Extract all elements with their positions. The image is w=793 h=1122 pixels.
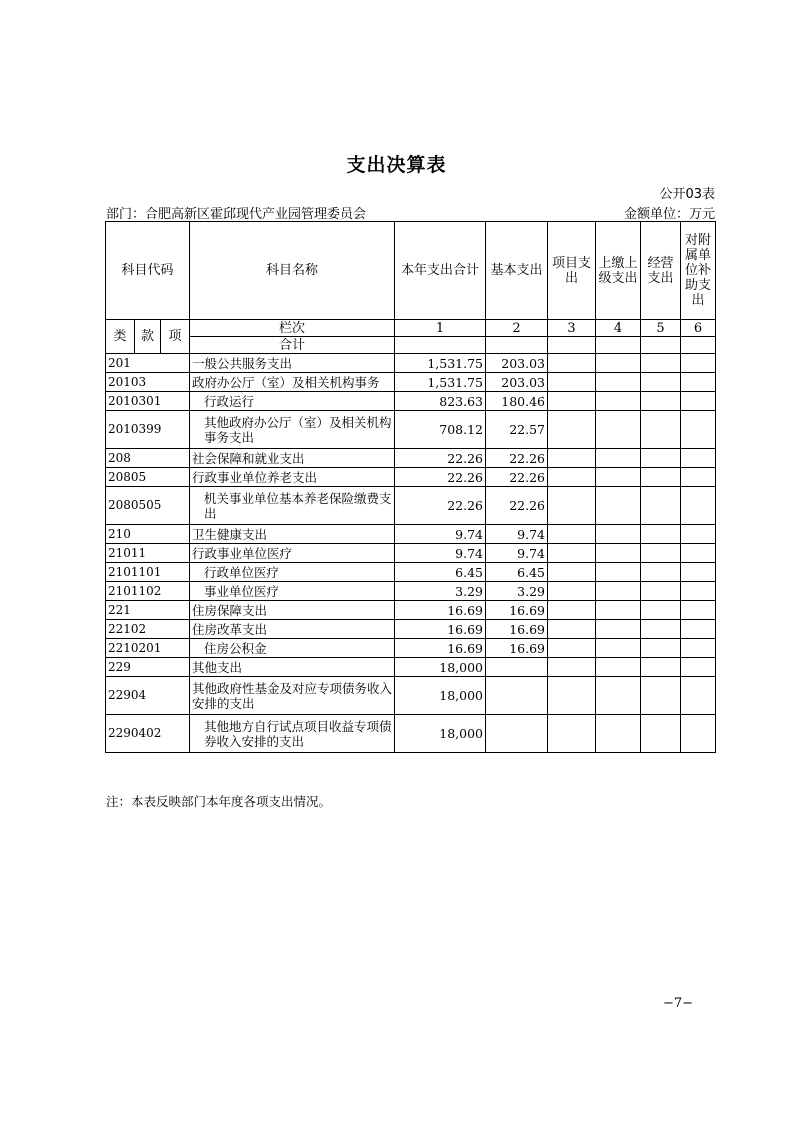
row-empty-cell (641, 487, 681, 525)
table-row (106, 487, 716, 525)
row-basic: 203.03 (486, 373, 548, 392)
row-empty-cell (641, 639, 681, 658)
row-code: 210 (106, 525, 190, 544)
row-empty-cell (681, 525, 716, 544)
row-code: 2010399 (106, 411, 190, 449)
row-empty-cell (681, 354, 716, 373)
row-name: 其他地方自行试点项目收益专项债券收入安排的支出 (190, 715, 395, 753)
row-empty-cell (548, 373, 596, 392)
row-empty-cell (681, 601, 716, 620)
row-empty-cell (596, 658, 641, 677)
row-name: 其他政府办公厅（室）及相关机构事务支出 (190, 411, 395, 449)
row-empty-cell (548, 639, 596, 658)
row-name: 卫生健康支出 (190, 525, 395, 544)
row-empty-cell (596, 601, 641, 620)
amount-unit-label: 金额单位：万元 (623, 207, 715, 222)
form-number: 公开03表 (659, 187, 715, 202)
row-code: 21011 (106, 544, 190, 563)
row-empty-cell (548, 563, 596, 582)
row-empty-cell (548, 354, 596, 373)
total-cell (681, 337, 716, 354)
row-empty-cell (596, 563, 641, 582)
row-total: 18,000 (395, 677, 486, 715)
row-basic: 203.03 (486, 354, 548, 373)
row-empty-cell (548, 411, 596, 449)
row-total: 18,000 (395, 658, 486, 677)
row-empty-cell (681, 487, 716, 525)
row-basic (486, 677, 548, 715)
row-code: 22102 (106, 620, 190, 639)
row-basic (486, 715, 548, 753)
row-empty-cell (596, 468, 641, 487)
row-empty-cell (681, 411, 716, 449)
col-number: 3 (548, 320, 596, 337)
row-basic: 6.45 (486, 563, 548, 582)
header-project: 项目支出 (548, 222, 596, 320)
row-code: 2101101 (106, 563, 190, 582)
row-empty-cell (681, 677, 716, 715)
row-basic: 180.46 (486, 392, 548, 411)
col-number: 4 (596, 320, 641, 337)
row-basic: 22.57 (486, 411, 548, 449)
row-empty-cell (681, 392, 716, 411)
row-empty-cell (596, 639, 641, 658)
table-note: 注：本表反映部门本年度各项支出情况。 (106, 794, 332, 809)
row-empty-cell (548, 449, 596, 468)
col-number: 5 (641, 320, 681, 337)
row-empty-cell (681, 449, 716, 468)
header-lei: 类 (106, 320, 135, 354)
row-empty-cell (548, 582, 596, 601)
header-heji: 合计 (190, 337, 395, 354)
table-row (106, 582, 716, 601)
row-total: 3.29 (395, 582, 486, 601)
row-total: 16.69 (395, 639, 486, 658)
row-code: 2010301 (106, 392, 190, 411)
row-total: 823.63 (395, 392, 486, 411)
row-code: 229 (106, 658, 190, 677)
row-empty-cell (641, 373, 681, 392)
row-empty-cell (548, 601, 596, 620)
row-empty-cell (641, 449, 681, 468)
table-body (106, 354, 716, 753)
row-name: 事业单位医疗 (190, 582, 395, 601)
table-row (106, 620, 716, 639)
header-basic: 基本支出 (486, 222, 548, 320)
row-code: 2290402 (106, 715, 190, 753)
row-empty-cell (641, 582, 681, 601)
row-empty-cell (548, 468, 596, 487)
row-code: 2080505 (106, 487, 190, 525)
row-total: 6.45 (395, 563, 486, 582)
row-empty-cell (681, 639, 716, 658)
row-empty-cell (596, 677, 641, 715)
row-code: 20103 (106, 373, 190, 392)
row-empty-cell (548, 525, 596, 544)
row-empty-cell (681, 544, 716, 563)
row-empty-cell (681, 373, 716, 392)
table-row (106, 392, 716, 411)
row-empty-cell (596, 449, 641, 468)
table-row (106, 563, 716, 582)
row-basic: 3.29 (486, 582, 548, 601)
row-empty-cell (548, 487, 596, 525)
department-label: 部门：合肥高新区霍邱现代产业园管理委员会 (106, 207, 367, 222)
table-row (106, 658, 716, 677)
header-total: 本年支出合计 (395, 222, 486, 320)
row-name: 住房保障支出 (190, 601, 395, 620)
row-name: 行政单位医疗 (190, 563, 395, 582)
row-empty-cell (596, 715, 641, 753)
row-empty-cell (641, 544, 681, 563)
total-cell (596, 337, 641, 354)
header-subsidiary: 对附属单位补助支出 (681, 222, 716, 320)
row-empty-cell (641, 411, 681, 449)
row-basic: 9.74 (486, 525, 548, 544)
expenditure-table (105, 221, 716, 753)
row-empty-cell (681, 658, 716, 677)
row-total: 22.26 (395, 449, 486, 468)
row-empty-cell (596, 525, 641, 544)
row-basic: 22.26 (486, 468, 548, 487)
header-business: 经营支出 (641, 222, 681, 320)
table-header (106, 222, 716, 354)
col-number: 1 (395, 320, 486, 337)
table-row (106, 449, 716, 468)
row-name: 行政事业单位医疗 (190, 544, 395, 563)
row-name: 其他政府性基金及对应专项债务收入安排的支出 (190, 677, 395, 715)
row-empty-cell (548, 715, 596, 753)
row-empty-cell (681, 715, 716, 753)
row-empty-cell (641, 525, 681, 544)
row-empty-cell (681, 468, 716, 487)
row-empty-cell (596, 582, 641, 601)
row-empty-cell (641, 468, 681, 487)
header-xiang: 项 (161, 320, 190, 354)
row-empty-cell (596, 487, 641, 525)
row-empty-cell (641, 392, 681, 411)
table-row (106, 525, 716, 544)
col-number: 2 (486, 320, 548, 337)
row-code: 201 (106, 354, 190, 373)
row-empty-cell (641, 620, 681, 639)
row-total: 16.69 (395, 601, 486, 620)
row-name: 住房改革支出 (190, 620, 395, 639)
table-row (106, 639, 716, 658)
row-total: 9.74 (395, 544, 486, 563)
row-name: 政府办公厅（室）及相关机构事务 (190, 373, 395, 392)
row-empty-cell (596, 354, 641, 373)
header-code: 科目代码 (106, 222, 190, 320)
table-row (106, 373, 716, 392)
header-name: 科目名称 (190, 222, 395, 320)
row-empty-cell (596, 373, 641, 392)
row-empty-cell (681, 582, 716, 601)
page-number: −7− (663, 996, 694, 1011)
total-cell (548, 337, 596, 354)
col-number: 6 (681, 320, 716, 337)
row-empty-cell (681, 563, 716, 582)
row-name: 行政事业单位养老支出 (190, 468, 395, 487)
row-basic: 22.26 (486, 449, 548, 468)
row-total: 18,000 (395, 715, 486, 753)
row-total: 1,531.75 (395, 373, 486, 392)
table-row (106, 601, 716, 620)
row-empty-cell (641, 658, 681, 677)
row-empty-cell (641, 354, 681, 373)
header-kuan: 款 (135, 320, 161, 354)
table-row (106, 468, 716, 487)
table-row (106, 411, 716, 449)
row-empty-cell (641, 601, 681, 620)
row-total: 16.69 (395, 620, 486, 639)
row-name: 住房公积金 (190, 639, 395, 658)
row-empty-cell (596, 544, 641, 563)
row-empty-cell (641, 563, 681, 582)
row-name: 社会保障和就业支出 (190, 449, 395, 468)
header-lanci: 栏次 (190, 320, 395, 337)
row-code: 20805 (106, 468, 190, 487)
row-empty-cell (548, 620, 596, 639)
row-basic: 16.69 (486, 639, 548, 658)
row-code: 221 (106, 601, 190, 620)
row-name: 机关事业单位基本养老保险缴费支出 (190, 487, 395, 525)
row-basic: 22.26 (486, 487, 548, 525)
table-row (106, 677, 716, 715)
row-empty-cell (596, 392, 641, 411)
total-cell (486, 337, 548, 354)
row-empty-cell (548, 677, 596, 715)
table-row (106, 544, 716, 563)
total-cell (641, 337, 681, 354)
row-total: 22.26 (395, 468, 486, 487)
row-name: 行政运行 (190, 392, 395, 411)
row-total: 22.26 (395, 487, 486, 525)
row-code: 2210201 (106, 639, 190, 658)
row-basic: 16.69 (486, 620, 548, 639)
row-name: 其他支出 (190, 658, 395, 677)
row-empty-cell (641, 715, 681, 753)
row-empty-cell (681, 620, 716, 639)
total-cell (395, 337, 486, 354)
row-total: 708.12 (395, 411, 486, 449)
row-empty-cell (548, 658, 596, 677)
row-code: 2101102 (106, 582, 190, 601)
page-title: 支出决算表 (346, 154, 447, 176)
row-empty-cell (548, 544, 596, 563)
row-total: 1,531.75 (395, 354, 486, 373)
row-empty-cell (596, 411, 641, 449)
row-code: 22904 (106, 677, 190, 715)
row-empty-cell (596, 620, 641, 639)
row-code: 208 (106, 449, 190, 468)
row-basic: 16.69 (486, 601, 548, 620)
table-row (106, 715, 716, 753)
row-basic (486, 658, 548, 677)
row-basic: 9.74 (486, 544, 548, 563)
table-row (106, 354, 716, 373)
row-total: 9.74 (395, 525, 486, 544)
row-empty-cell (548, 392, 596, 411)
row-name: 一般公共服务支出 (190, 354, 395, 373)
header-upper: 上缴上级支出 (596, 222, 641, 320)
row-empty-cell (641, 677, 681, 715)
